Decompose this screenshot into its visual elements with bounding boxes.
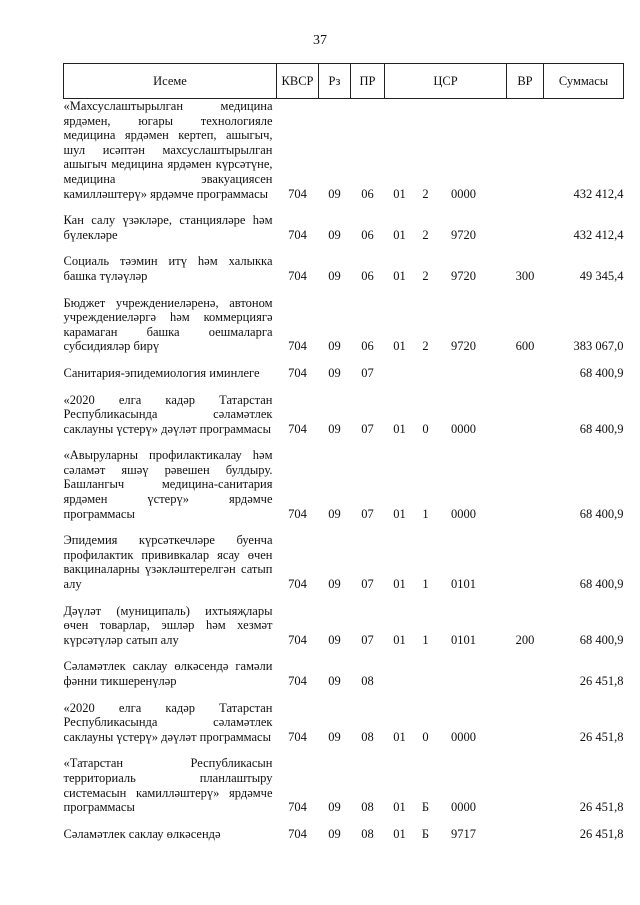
row-sum: 432 412,4 bbox=[573, 227, 624, 242]
budget-table bbox=[63, 63, 624, 841]
row-sum: 432 412,4 bbox=[573, 186, 624, 201]
row-csr-part: 01 bbox=[393, 268, 406, 283]
row-csr-parts bbox=[385, 422, 507, 437]
row-kvsr: 704 bbox=[288, 577, 307, 592]
row-csr-parts bbox=[385, 269, 507, 284]
row-csr-part: 01 bbox=[393, 632, 406, 647]
row-csr-part: 0 bbox=[422, 729, 429, 744]
row-csr-part: 01 bbox=[393, 729, 406, 744]
row-kvsr: 704 bbox=[288, 674, 307, 688]
row-sum: 383 067,0 bbox=[573, 339, 624, 354]
row-kvsr: 704 bbox=[288, 339, 307, 354]
row-rz: 09 bbox=[328, 339, 341, 354]
row-sum: 26 451,8 bbox=[579, 800, 624, 815]
row-vr bbox=[507, 647, 544, 688]
row-csr-part: 1 bbox=[422, 577, 429, 592]
row-name: «Махсуслаштырылган медицина ярдәмен, югары технологияле медицина ярдәмен кертеп, ашыгыч, шул исәптән махсуслаштырылган ашыгыч медицина ярдәмен күрсәтүне, медицина эвакуациясен камилләштерү» ярдәмче программасы bbox=[63, 99, 273, 201]
row-sum: 68 400,9 bbox=[579, 365, 624, 380]
row-rz: 09 bbox=[328, 506, 341, 521]
header-row bbox=[64, 64, 624, 99]
row-pr: 07 bbox=[361, 577, 374, 592]
row-sum: 26 451,8 bbox=[579, 729, 624, 744]
row-sum: 26 451,8 bbox=[579, 826, 624, 841]
row-name: Сәламәтлек саклау өлкәсендә гамәли фәнни тикшеренүләр bbox=[63, 659, 273, 688]
row-pr: 06 bbox=[361, 186, 374, 201]
row-sum: 49 345,4 bbox=[579, 268, 624, 283]
row-csr-parts bbox=[385, 339, 507, 354]
row-rz: 09 bbox=[328, 227, 341, 242]
row-vr: 200 bbox=[515, 632, 535, 647]
page-number: 37 bbox=[313, 33, 327, 48]
row-kvsr: 704 bbox=[288, 729, 307, 744]
row-rz: 09 bbox=[328, 632, 341, 647]
table-row bbox=[64, 99, 624, 202]
row-csr-part: 2 bbox=[422, 227, 429, 242]
row-sum: 68 400,9 bbox=[579, 632, 624, 647]
row-pr: 07 bbox=[361, 506, 374, 521]
row-name: Эпидемия күрсәткечләре буенча профилактик прививкалар ясау өчен вакциналарны үзәкләштерелгән сатып алу bbox=[63, 533, 273, 592]
row-csr bbox=[385, 592, 507, 648]
row-vr bbox=[507, 201, 544, 242]
row-pr: 08 bbox=[361, 674, 374, 688]
row-csr-parts bbox=[385, 228, 507, 243]
row-csr-part: 0101 bbox=[451, 577, 476, 592]
row-vr: 600 bbox=[515, 339, 535, 354]
row-csr-part: 01 bbox=[393, 227, 406, 242]
row-csr-part: 1 bbox=[422, 632, 429, 647]
row-csr-part: 0000 bbox=[451, 506, 476, 521]
row-name: Кан салу үзәкләре, станцияләре һәм бүлекләре bbox=[63, 213, 273, 242]
row-csr-part: 9720 bbox=[451, 268, 476, 283]
header-sum: Суммасы bbox=[544, 64, 624, 99]
row-csr-part: 0000 bbox=[451, 186, 476, 201]
row-csr bbox=[385, 521, 507, 591]
row-sum: 68 400,9 bbox=[579, 577, 624, 592]
header-pr: ПР bbox=[351, 64, 385, 99]
table-row bbox=[64, 521, 624, 591]
row-kvsr: 704 bbox=[288, 632, 307, 647]
row-kvsr: 704 bbox=[288, 186, 307, 201]
row-csr-part: 1 bbox=[422, 506, 429, 521]
table-row bbox=[64, 436, 624, 521]
header-kvsr: КВСР bbox=[277, 64, 319, 99]
row-name: Санитария-эпидемиология иминлеге bbox=[63, 365, 260, 380]
row-csr-part: 9720 bbox=[451, 227, 476, 242]
row-csr-part: 01 bbox=[393, 339, 406, 354]
row-csr bbox=[385, 815, 507, 842]
row-rz: 09 bbox=[328, 674, 341, 688]
row-sum: 68 400,9 bbox=[579, 421, 624, 436]
row-rz: 09 bbox=[328, 268, 341, 283]
row-csr-part: 9717 bbox=[451, 826, 476, 841]
table-header bbox=[64, 64, 624, 99]
row-csr-part: Б bbox=[421, 826, 430, 841]
row-vr bbox=[507, 99, 544, 202]
table-row bbox=[64, 592, 624, 648]
row-vr bbox=[507, 354, 544, 381]
header-csr: ЦСР bbox=[385, 64, 507, 99]
row-csr bbox=[385, 436, 507, 521]
row-csr-parts bbox=[385, 633, 507, 648]
row-pr: 07 bbox=[361, 365, 374, 380]
row-name: «2020 елга кадәр Татарстан Республикасында сәламәтлек саклауны үстерү» дәүләт программасы bbox=[63, 700, 273, 744]
row-csr-part: 0000 bbox=[451, 800, 476, 815]
row-name: Бюджет учреждениеләренә, автоном учреждениеләргә һәм коммерциягә карамаган башка оешмаларга субсидияләр бирү bbox=[63, 295, 273, 354]
row-vr bbox=[507, 381, 544, 437]
row-csr bbox=[385, 99, 507, 202]
row-csr-parts bbox=[385, 187, 507, 202]
row-csr-part: 0000 bbox=[451, 729, 476, 744]
row-csr bbox=[385, 242, 507, 283]
row-csr-parts bbox=[385, 577, 507, 592]
row-sum: 68 400,9 bbox=[579, 506, 624, 521]
row-csr-part: 9720 bbox=[451, 339, 476, 354]
row-vr bbox=[507, 744, 544, 814]
row-csr bbox=[385, 689, 507, 745]
table-row bbox=[64, 284, 624, 354]
row-csr-part: 01 bbox=[393, 186, 406, 201]
row-csr-parts bbox=[385, 507, 507, 522]
header-rz: Рз bbox=[319, 64, 351, 99]
row-csr-part: 0101 bbox=[451, 632, 476, 647]
row-pr: 08 bbox=[361, 800, 374, 815]
row-csr-part: 2 bbox=[422, 186, 429, 201]
row-csr-part: 01 bbox=[393, 577, 406, 592]
row-rz: 09 bbox=[328, 421, 341, 436]
row-pr: 08 bbox=[361, 826, 374, 841]
row-rz: 09 bbox=[328, 186, 341, 201]
row-csr-part: 2 bbox=[422, 268, 429, 283]
row-csr-part: 01 bbox=[393, 421, 406, 436]
table-row bbox=[64, 201, 624, 242]
header-vr: ВР bbox=[507, 64, 544, 99]
table-body bbox=[64, 99, 624, 842]
table-row bbox=[64, 381, 624, 437]
row-csr-parts bbox=[385, 827, 507, 842]
budget-table-container bbox=[63, 63, 623, 841]
row-rz: 09 bbox=[328, 800, 341, 815]
row-name: Сәламәтлек саклау өлкәсендә bbox=[63, 826, 221, 841]
row-csr-part: 0000 bbox=[451, 421, 476, 436]
table-row bbox=[64, 815, 624, 842]
table-row bbox=[64, 689, 624, 745]
row-csr bbox=[385, 381, 507, 437]
row-kvsr: 704 bbox=[288, 506, 307, 521]
row-pr: 06 bbox=[361, 339, 374, 354]
header-name: Исеме bbox=[64, 64, 277, 99]
row-kvsr: 704 bbox=[288, 227, 307, 242]
row-vr: 300 bbox=[515, 268, 535, 283]
row-rz: 09 bbox=[328, 826, 341, 841]
row-csr-part: 01 bbox=[393, 826, 406, 841]
table-row bbox=[64, 242, 624, 283]
table-row bbox=[64, 744, 624, 814]
row-pr: 06 bbox=[361, 227, 374, 242]
row-pr: 08 bbox=[361, 729, 374, 744]
row-csr-part: Б bbox=[421, 800, 430, 815]
row-csr-part: 0 bbox=[422, 421, 429, 436]
row-csr bbox=[385, 647, 507, 688]
row-csr bbox=[385, 354, 507, 381]
row-sum: 26 451,8 bbox=[579, 674, 624, 688]
row-pr: 06 bbox=[361, 268, 374, 283]
row-vr bbox=[507, 815, 544, 842]
row-rz: 09 bbox=[328, 577, 341, 592]
row-name: «2020 елга кадәр Татарстан Республикасында сәламәтлек саклауны үстерү» дәүләт программасы bbox=[63, 392, 273, 436]
row-name: Социаль тәэмин итү һәм халыкка башка түләүләр bbox=[63, 254, 273, 283]
row-kvsr: 704 bbox=[288, 365, 307, 380]
table-row bbox=[64, 647, 624, 688]
row-csr-parts bbox=[385, 730, 507, 745]
row-rz: 09 bbox=[328, 365, 341, 380]
row-csr-parts bbox=[385, 800, 507, 815]
row-name: «Татарстан Республикасын территориаль планлаштыру системасын камилләштерү» ярдәмче программасы bbox=[63, 756, 273, 815]
row-kvsr: 704 bbox=[288, 421, 307, 436]
row-kvsr: 704 bbox=[288, 826, 307, 841]
row-pr: 07 bbox=[361, 421, 374, 436]
row-csr bbox=[385, 284, 507, 354]
row-pr: 07 bbox=[361, 632, 374, 647]
row-rz: 09 bbox=[328, 729, 341, 744]
row-kvsr: 704 bbox=[288, 268, 307, 283]
row-vr bbox=[507, 521, 544, 591]
row-name: «Авыруларны профилактикалау һәм сәламәт яшәү рәвешен булдыру. Башлангыч медицина-санитария ярдәмен үстерү» ярдәмче программасы bbox=[63, 448, 273, 521]
row-csr bbox=[385, 744, 507, 814]
row-csr bbox=[385, 201, 507, 242]
row-csr-part: 2 bbox=[422, 339, 429, 354]
row-vr bbox=[507, 689, 544, 745]
row-kvsr: 704 bbox=[288, 800, 307, 815]
row-csr-part: 01 bbox=[393, 800, 406, 815]
row-name: Дәүләт (муниципаль) ихтыяҗлары өчен товарлар, эшләр һәм хезмәт күрсәтүләр сатып алу bbox=[63, 603, 273, 647]
row-vr bbox=[507, 436, 544, 521]
table-row bbox=[64, 354, 624, 381]
row-csr-part: 01 bbox=[393, 506, 406, 521]
